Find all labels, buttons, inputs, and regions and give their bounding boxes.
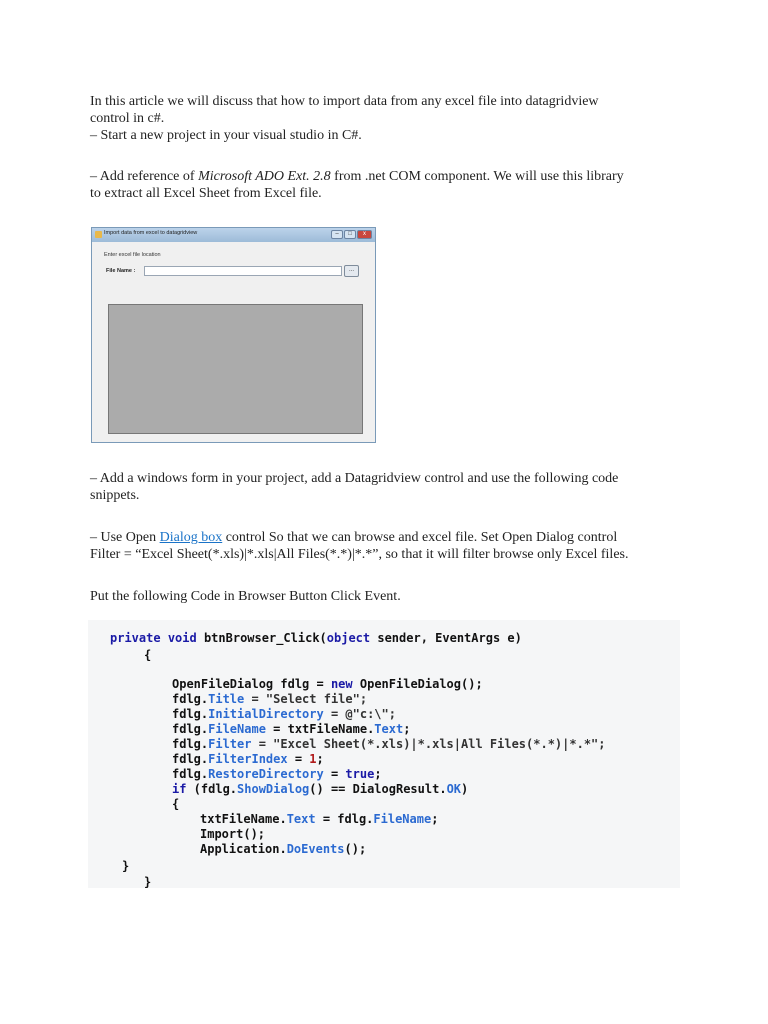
code-token: fdlg. bbox=[172, 722, 209, 736]
code-token: fdlg. bbox=[172, 752, 209, 766]
code-token: fdlg. bbox=[172, 707, 209, 721]
code-token: new bbox=[330, 677, 353, 691]
code-token: fdlg. bbox=[172, 692, 209, 706]
minimize-icon: – bbox=[335, 231, 339, 237]
code-token: ; bbox=[374, 767, 382, 781]
code-token: FileName bbox=[373, 812, 432, 826]
code-token: ShowDialog bbox=[237, 782, 310, 796]
location-hint: Enter excel file location bbox=[104, 252, 161, 258]
intro-paragraph bbox=[90, 93, 680, 144]
code-token: fdlg. bbox=[172, 767, 209, 781]
code-token: DoEvents bbox=[286, 842, 345, 856]
code-block bbox=[88, 620, 680, 888]
code-token: object bbox=[326, 631, 371, 645]
code-line: Import(); bbox=[200, 827, 266, 841]
minimize-button bbox=[331, 230, 343, 239]
code-token: InitialDirectory bbox=[208, 707, 324, 721]
code-line bbox=[200, 842, 366, 857]
maximize-icon: □ bbox=[348, 231, 352, 237]
app-icon bbox=[95, 231, 102, 238]
window-title: Import data from excel to datagridview bbox=[104, 230, 198, 236]
code-token: = bbox=[287, 752, 310, 766]
code-token: if bbox=[172, 782, 187, 796]
code-token: void bbox=[167, 631, 197, 645]
add-form-line-2: snippets. bbox=[90, 488, 140, 503]
library-name: Microsoft ADO Ext. 2.8 bbox=[198, 169, 331, 184]
open-dialog-paragraph bbox=[90, 529, 680, 563]
code-token: = fdlg. bbox=[315, 812, 374, 826]
code-line bbox=[172, 752, 324, 767]
code-token: = "Excel Sheet(*.xls)|*.xls|All Files(*.*)|*.*"; bbox=[251, 737, 606, 751]
maximize-button bbox=[344, 230, 356, 239]
code-intro-paragraph bbox=[90, 588, 680, 605]
add-reference-line-2: to extract all Excel Sheet from Excel file. bbox=[90, 186, 322, 201]
code-token: = @"c:\"; bbox=[323, 707, 396, 721]
code-token: Application. bbox=[200, 842, 287, 856]
open-dialog-line-2: Filter = “Excel Sheet(*.xls)|*.xls|All Files(*.*)|*.*”, so that it will filter browse only Excel files. bbox=[90, 547, 629, 562]
open-dialog-text: – Use Open bbox=[90, 530, 160, 545]
code-token: ; bbox=[316, 752, 324, 766]
code-line: { bbox=[144, 648, 152, 662]
code-line bbox=[172, 782, 468, 797]
code-token: (fdlg. bbox=[186, 782, 238, 796]
code-token: FileName bbox=[208, 722, 266, 736]
code-token: OK bbox=[446, 782, 462, 796]
browse-button: ... bbox=[344, 265, 359, 277]
code-token: Text bbox=[286, 812, 316, 826]
dialog-box-link[interactable]: Dialog box bbox=[159, 530, 223, 545]
code-token: private bbox=[110, 631, 161, 645]
code-line bbox=[172, 722, 410, 737]
code-intro-line: Put the following Code in Browser Button Click Event. bbox=[90, 589, 401, 604]
code-token: (); bbox=[344, 842, 367, 856]
code-token: RestoreDirectory bbox=[208, 767, 324, 781]
code-token: sender, EventArgs e) bbox=[370, 631, 522, 645]
code-line: { bbox=[172, 797, 180, 811]
code-line bbox=[172, 767, 382, 782]
code-token: Filter bbox=[208, 737, 252, 751]
code-line bbox=[200, 812, 438, 827]
code-token: true bbox=[345, 767, 375, 781]
datagridview bbox=[108, 304, 363, 434]
step-start-project: – Start a new project in your visual studio in C#. bbox=[90, 128, 362, 143]
add-form-line-1: – Add a windows form in your project, add a Datagridview control and use the following code bbox=[90, 471, 619, 486]
code-line bbox=[172, 707, 396, 722]
code-token: OpenFileDialog(); bbox=[352, 677, 483, 691]
code-line bbox=[110, 631, 522, 646]
code-token: Title bbox=[208, 692, 245, 706]
form-screenshot bbox=[91, 227, 376, 443]
intro-line-2: control in c#. bbox=[90, 111, 165, 126]
open-dialog-text-post: control So that we can browse and excel file. Set Open Dialog control bbox=[222, 530, 618, 545]
code-token: ; bbox=[403, 722, 411, 736]
code-token: = txtFileName. bbox=[265, 722, 375, 736]
add-reference-paragraph bbox=[90, 168, 680, 202]
code-line bbox=[172, 692, 367, 707]
code-token: () == DialogResult. bbox=[309, 782, 447, 796]
code-token: = "Select file"; bbox=[244, 692, 368, 706]
code-token: Text bbox=[374, 722, 404, 736]
open-dialog-line-1 bbox=[90, 529, 680, 546]
code-token: FilterIndex bbox=[208, 752, 288, 766]
code-line: } bbox=[122, 859, 130, 873]
code-line: } bbox=[144, 875, 152, 889]
code-token: OpenFileDialog fdlg = bbox=[172, 677, 331, 691]
add-reference-text-post: from .net COM component. We will use this library bbox=[330, 169, 624, 184]
add-form-paragraph bbox=[90, 470, 680, 504]
code-token: fdlg. bbox=[172, 737, 209, 751]
code-token: btnBrowser_Click( bbox=[196, 631, 327, 645]
code-line bbox=[172, 677, 483, 692]
intro-line-1: In this article we will discuss that how to import data from any excel file into datagridview bbox=[90, 94, 599, 109]
add-reference-line-1 bbox=[90, 168, 680, 185]
code-token: 1 bbox=[309, 752, 317, 766]
add-reference-text: – Add reference of bbox=[90, 169, 199, 184]
file-name-input bbox=[144, 266, 342, 276]
file-name-label: File Name : bbox=[106, 268, 136, 274]
code-token: txtFileName. bbox=[200, 812, 287, 826]
code-token: ; bbox=[431, 812, 439, 826]
code-line bbox=[172, 737, 606, 752]
code-token: ) bbox=[461, 782, 469, 796]
code-token: = bbox=[323, 767, 346, 781]
window-title-bar bbox=[92, 228, 375, 242]
close-button bbox=[357, 230, 372, 239]
close-icon: x bbox=[363, 231, 366, 237]
